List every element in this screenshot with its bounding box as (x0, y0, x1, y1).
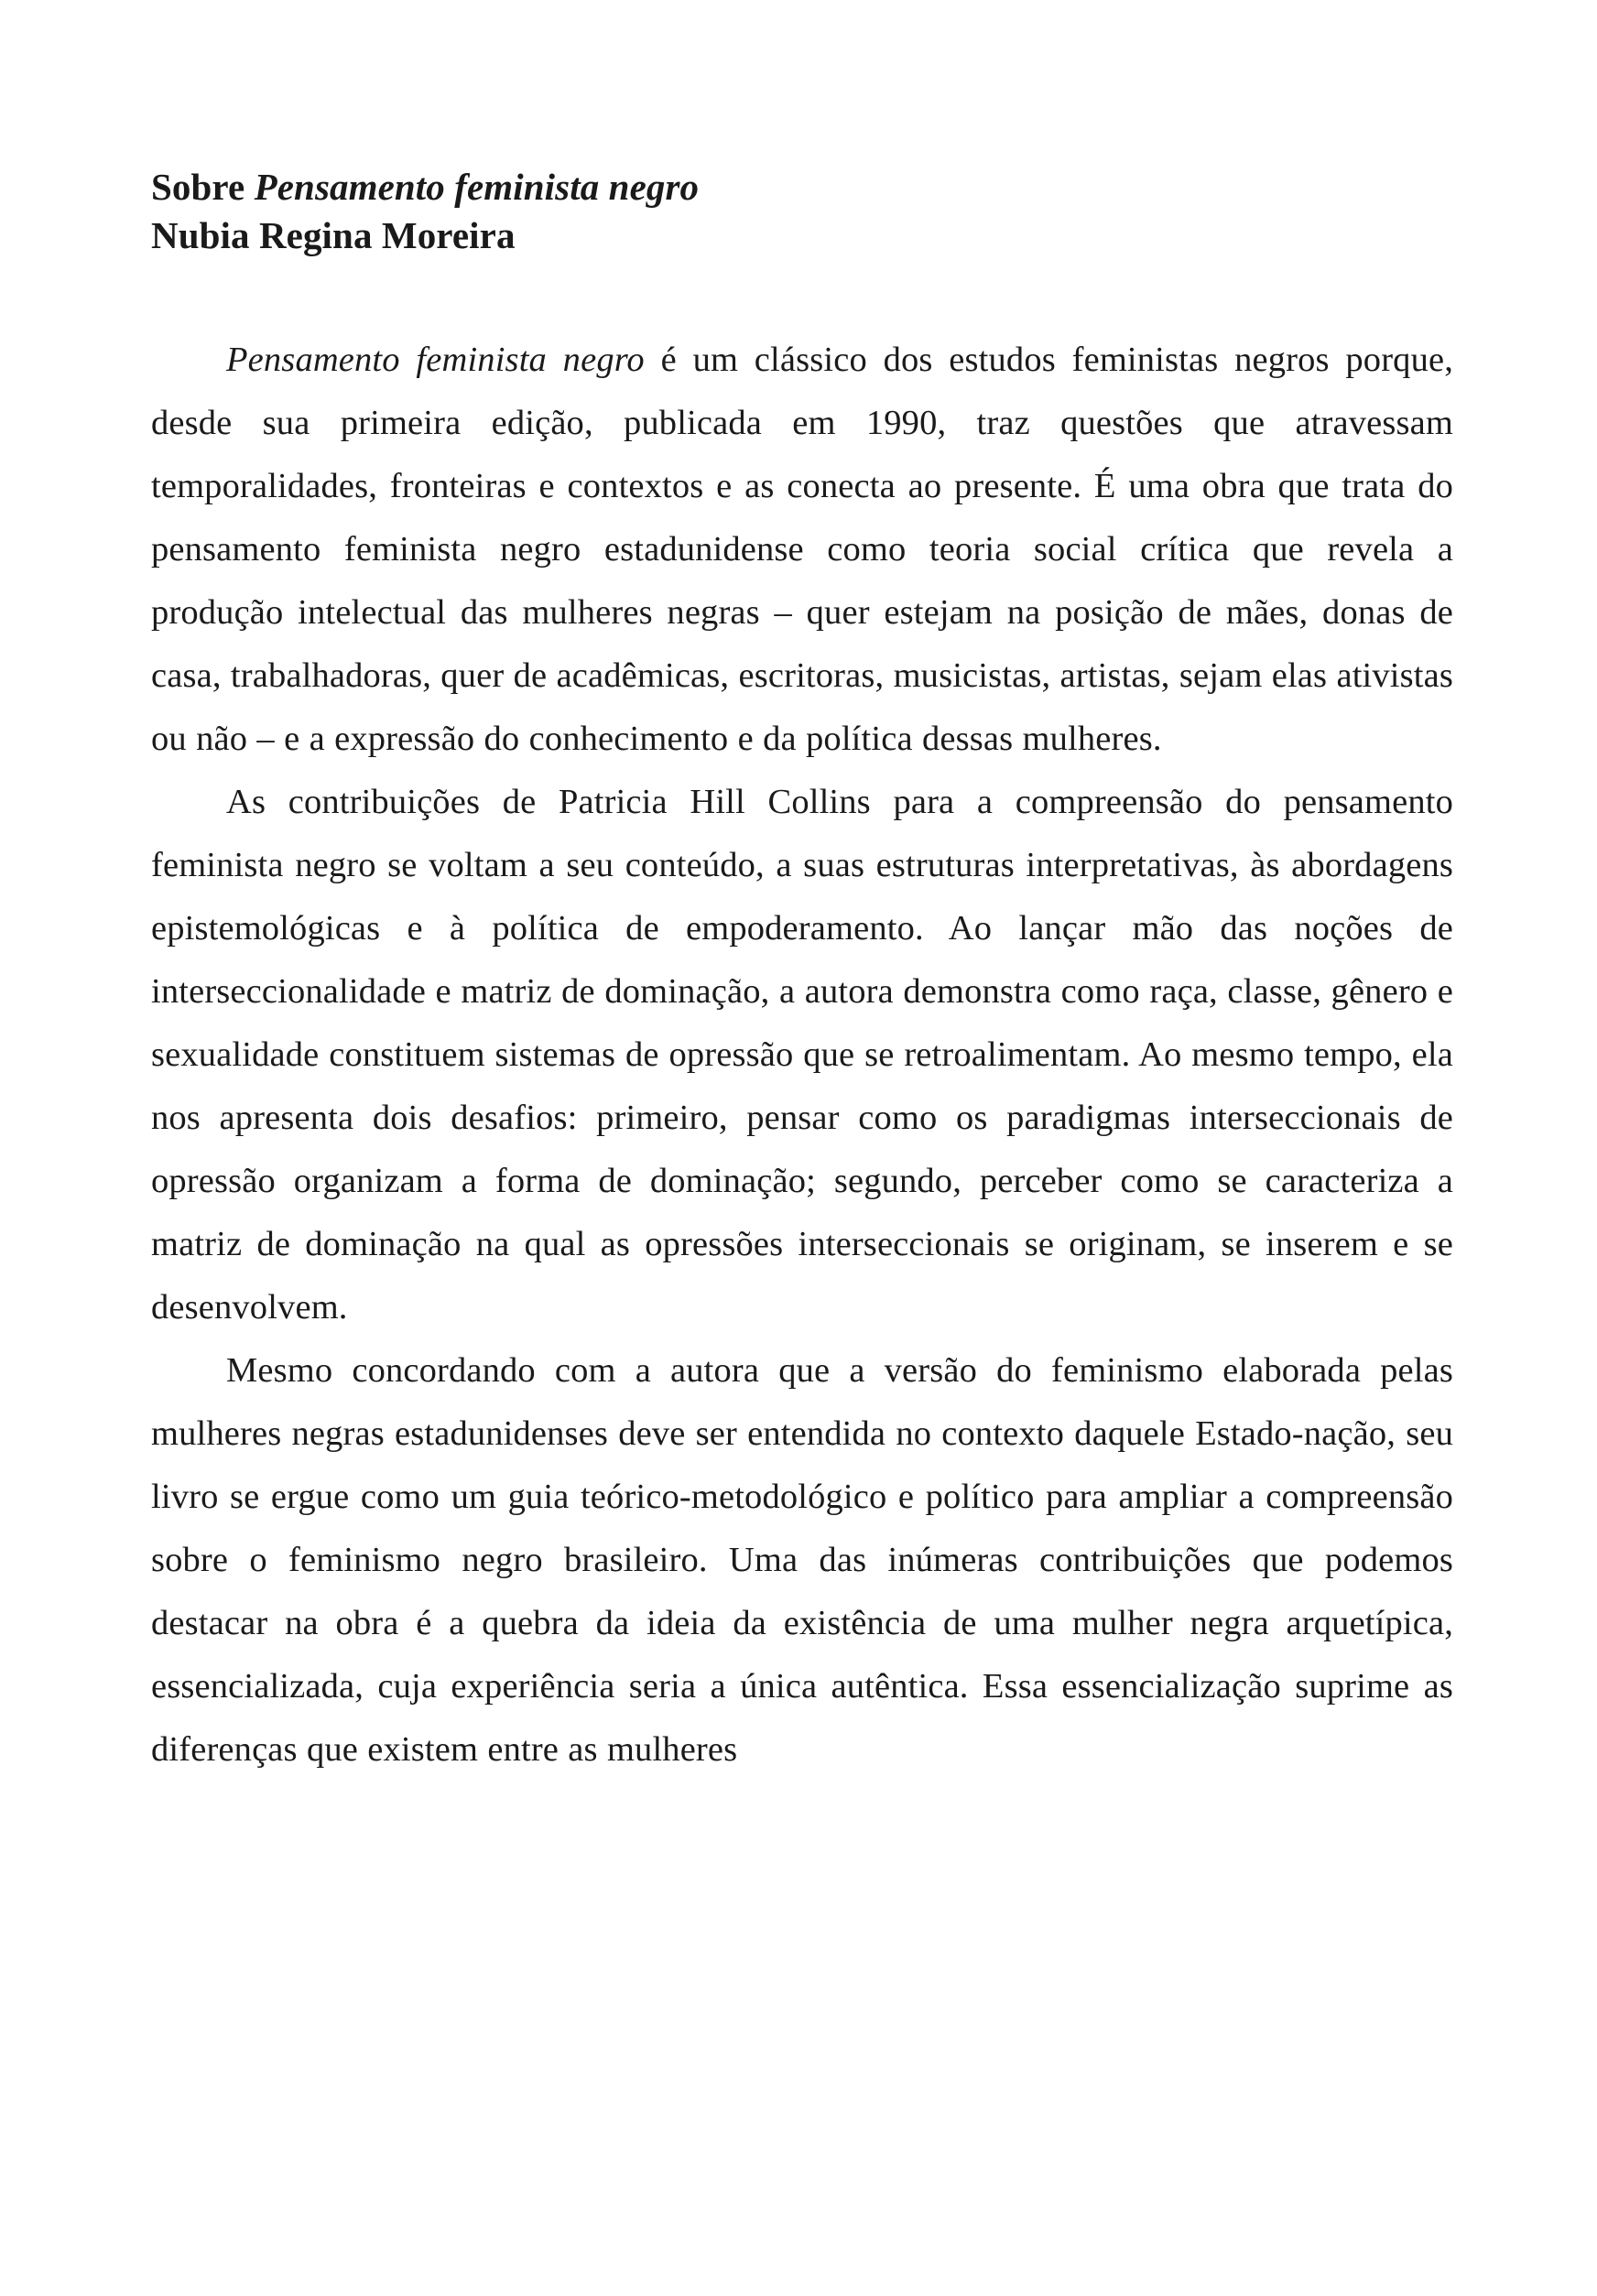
page-title (151, 163, 1453, 211)
inline-book-title: Pensamento feminista negro (226, 340, 645, 379)
page-heading (151, 163, 1453, 261)
body-paragraph (151, 771, 1453, 1339)
body-paragraph (151, 329, 1453, 771)
author-name: Nubia Regina Moreira (151, 214, 516, 257)
paragraph-text: Mesmo concordando com a autora que a versão do feminismo elaborada pelas mulheres negras estadunidenses deve ser entendida no contexto daquele Estado-nação, seu livro se ergue como um guia teórico-metodológico e político para ampliar a compreensão sobre o feminismo negro brasileiro. Uma das inúmeras contribuições que podemos destacar na obra é a quebra da ideia da existência de uma mulher negra arquetípica, essencializada, cuja experiência seria a única autêntica. Essa essencialização suprime as diferenças que existem entre as mulheres (151, 1350, 1453, 1769)
paragraph-text: As contribuições de Patricia Hill Collins para a compreensão do pensamento feminista negro se voltam a seu conteúdo, a suas estruturas interpretativas, às abordagens epistemológicas e à política de empoderamento. Ao lançar mão das noções de interseccionalidade e matriz de dominação, a autora demonstra como raça, classe, gênero e sexualidade constituem sistemas de opressão que se retroalimentam. Ao mesmo tempo, ela nos apresenta dois desafios: primeiro, pensar como os paradigmas interseccionais de opressão organizam a forma de dominação; segundo, perceber como se caracteriza a matriz de dominação na qual as opressões interseccionais se originam, se inserem e se desenvolvem. (151, 782, 1453, 1327)
paragraph-text: é um clássico dos estudos feministas negros porque, desde sua primeira edição, publicada em 1990, traz questões que atravessam temporalidades, fronteiras e contextos e as conecta ao presente. É uma obra que trata do pensamento feminista negro estadunidense como teoria social crítica que revela a produção intelectual das mulheres negras – quer estejam na posição de mães, donas de casa, trabalhadoras, quer de acadêmicas, escritoras, musicistas, artistas, sejam elas ativistas ou não – e a expressão do conhecimento e da política dessas mulheres. (151, 340, 1453, 758)
page-title-prefix: Sobre (151, 166, 255, 208)
body-paragraph (151, 1339, 1453, 1782)
page-content (151, 163, 1453, 1782)
page-title-work: Pensamento feminista negro (254, 166, 700, 208)
